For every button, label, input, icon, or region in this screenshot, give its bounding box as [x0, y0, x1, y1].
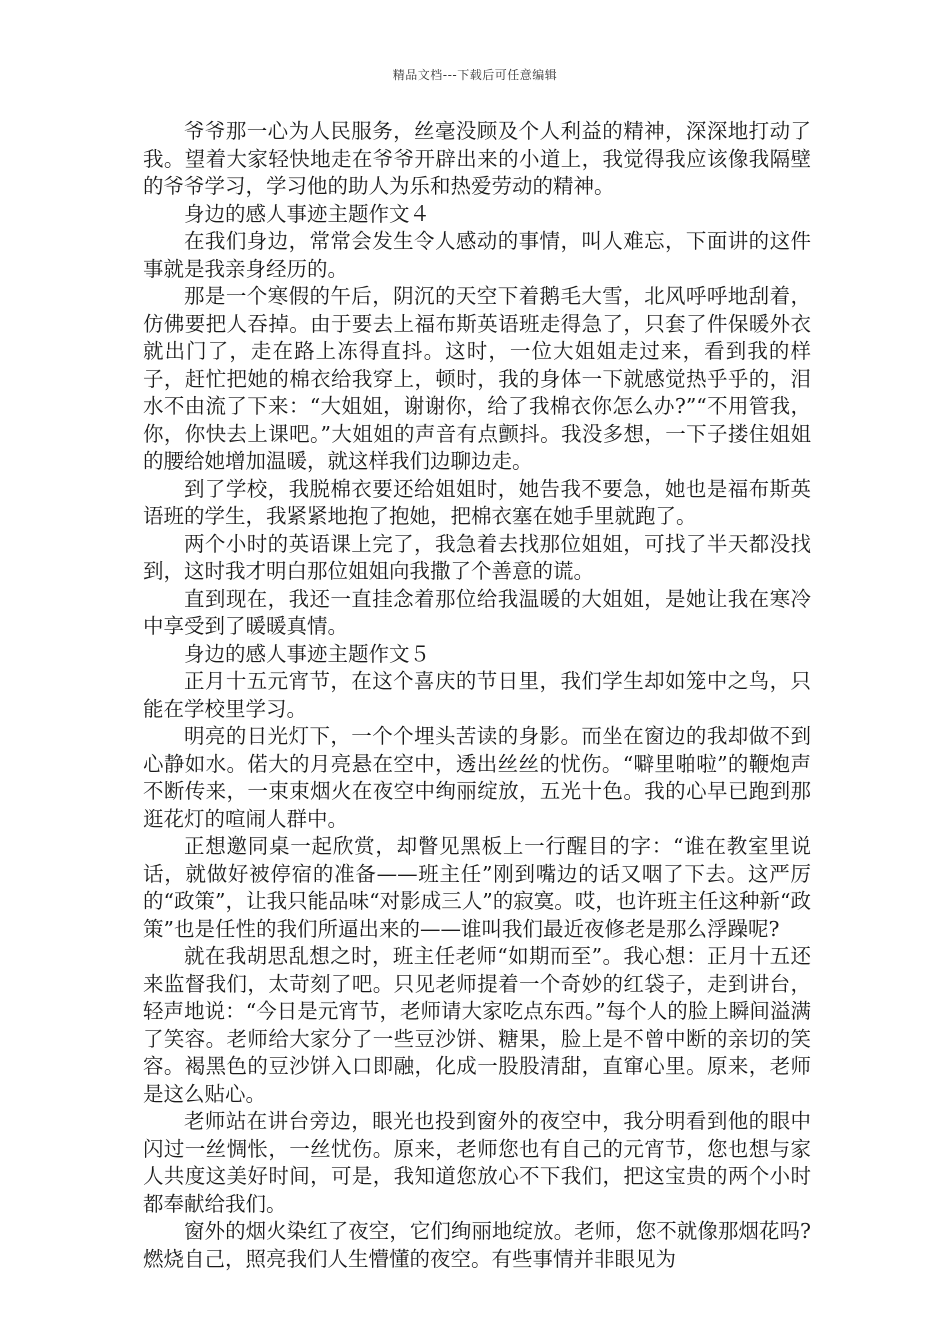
paragraph: 正月十五元宵节，在这个喜庆的节日里，我们学生却如笼中之鸟，只能在学校里学习。	[143, 669, 811, 721]
section-heading: 身边的感人事迹主题作文４	[184, 201, 430, 226]
paragraph: 在我们身边，常常会发生令人感动的事情，叫人难忘，下面讲的这件事就是我亲身经历的。	[143, 229, 811, 281]
paragraph: 就在我胡思乱想之时，班主任老师“如期而至”。我心想：正月十五还来监督我们，太苛刻了吧。只见老师提着一个奇妙的红袋子，走到讲台，轻声地说：“今日是元宵节，老师请大家吃点东西。”每个人的脸上瞬间溢满了笑容。老师给大家分了一些豆沙饼、糖果，脸上是不曾中断的亲切的笑容。褐黑色的豆沙饼入口即融，化成一股股清甜，直窜心里。原来，老师是这么贴心。	[143, 944, 811, 1106]
paragraph: 老师站在讲台旁边，眼光也投到窗外的夜空中，我分明看到他的眼中闪过一丝惆怅，一丝忧伤。原来，老师您也有自己的元宵节，您也想与家人共度这美好时间，可是，我知道您放心不下我们，把这宝贵的两个小时都奉献给我们。	[143, 1109, 811, 1216]
paragraph: 正想邀同桌一起欣赏，却瞥见黑板上一行醒目的字：“谁在教室里说话，就做好被停宿的准备——班主任”刚到嘴边的话又咽了下去。这严厉的“政策”，让我只能品味“对影成三人”的寂寞。哎，也许班主任这种新“政策”也是任性的我们所逼出来的——谁叫我们最近夜修老是那么浮躁呢?	[143, 834, 811, 941]
paragraph: 那是一个寒假的午后，阴沉的天空下着鹅毛大雪，北风呼呼地刮着，仿佛要把人吞掉。由于要去上福布斯英语班走得急了，只套了件保暖外衣就出门了，走在路上冻得直抖。这时，一位大姐姐走过来，看到我的样子，赶忙把她的棉衣给我穿上，顿时，我的身体一下就感觉热乎乎的，泪水不由流了下来：“大姐姐，谢谢你，给了我棉衣你怎么办?”“不用管我，你，你快去上课吧。”大姐姐的声音有点颤抖。我没多想，一下子搂住姐姐的腰给她增加温暖，就这样我们边聊边走。	[143, 284, 811, 473]
page-header: 精品文档---下载后可任意编辑	[392, 68, 558, 82]
paragraph: 直到现在，我还一直挂念着那位给我温暖的大姐姐，是她让我在寒冷中享受到了暖暖真情。	[143, 586, 811, 638]
paragraph: 到了学校，我脱棉衣要还给姐姐时，她告我不要急，她也是福布斯英语班的学生，我紧紧地抱了抱她，把棉衣塞在她手里就跑了。	[143, 476, 811, 528]
paragraph: 窗外的烟火染红了夜空，它们绚丽地绽放。老师，您不就像那烟花吗?燃烧自己，照亮我们人生懵懂的夜空。有些事情并非眼见为	[143, 1219, 811, 1271]
paragraph: 爷爷那一心为人民服务，丝毫没顾及个人利益的精神，深深地打动了我。望着大家轻快地走在爷爷开辟出来的小道上，我觉得我应该像我隔壁的爷爷学习，学习他的助人为乐和热爱劳动的精神。	[143, 119, 811, 198]
paragraph: 明亮的日光灯下，一个个埋头苦读的身影。而坐在窗边的我却做不到心静如水。偌大的月亮悬在空中，透出丝丝的忧伤。“噼里啪啦”的鞭炮声不断传来，一束束烟火在夜空中绚丽绽放，五光十色。我的心早已跑到那逛花灯的喧闹人群中。	[143, 724, 811, 831]
document-body	[143, 118, 811, 1273]
section-heading: 身边的感人事迹主题作文５	[184, 641, 430, 666]
paragraph: 两个小时的英语课上完了，我急着去找那位姐姐，可找了半天都没找到，这时我才明白那位姐姐向我撒了个善意的谎。	[143, 531, 811, 583]
